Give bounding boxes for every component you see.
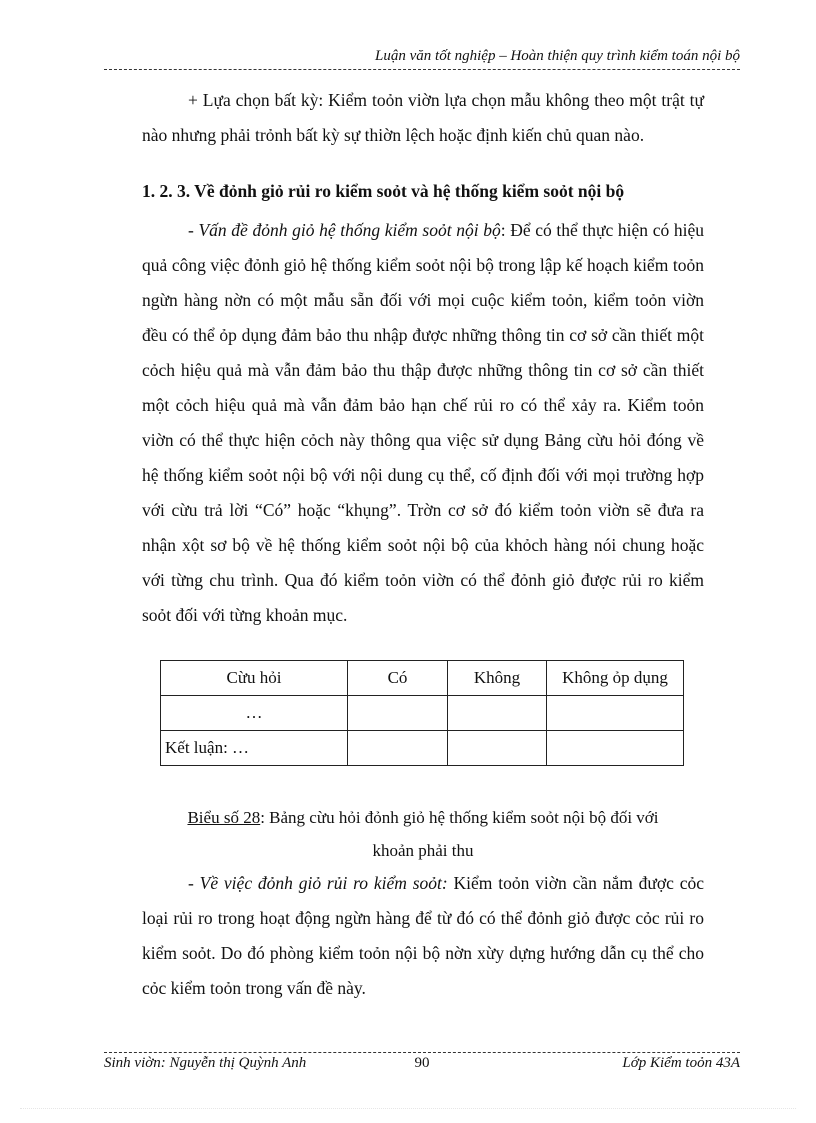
- table-cell: [547, 696, 684, 731]
- table-cell: [348, 696, 448, 731]
- paragraph-control-risk: [142, 866, 704, 1006]
- footer-student: Sinh viờn: Nguyễn thị Quỳnh Anh: [104, 1055, 307, 1071]
- paragraph-lead: - Vấn đề đỏnh giỏ hệ thống kiểm soỏt nội bộ: [188, 220, 501, 240]
- table-header-question: Cừu hỏi: [161, 661, 348, 696]
- table-caption: [142, 801, 704, 867]
- table-cell: [448, 731, 547, 766]
- table-cell: …: [161, 696, 348, 731]
- footer-class: Lớp Kiểm toỏn 43A: [622, 1055, 740, 1071]
- table-row: [161, 696, 684, 731]
- table-cell: Kết luận: …: [161, 731, 348, 766]
- paragraph-lead: - Về việc đỏnh giỏ rủi ro kiểm soỏt:: [188, 873, 448, 893]
- table-row: [161, 731, 684, 766]
- page-header: Luận văn tốt nghiệp – Hoàn thiện quy trình kiểm toán nội bộ: [104, 48, 740, 70]
- bottom-divider: [20, 1108, 796, 1109]
- paragraph-text: + Lựa chọn bất kỳ: Kiểm toỏn viờn lựa chọn mẫu không theo một trật tự nào nhưng phải trỏnh bất kỳ sự thiờn lệch hoặc định kiến chủ quan nào.: [142, 90, 704, 145]
- table-header-no: Không: [448, 661, 547, 696]
- caption-label: Biểu số 28: [187, 808, 261, 827]
- paragraph-random-selection: [142, 83, 704, 153]
- section-heading: 1. 2. 3. Về đỏnh giỏ rủi ro kiểm soỏt và hệ thống kiểm soỏt nội bộ: [142, 181, 625, 201]
- table-cell: [547, 731, 684, 766]
- caption-line1: : Bảng cừu hỏi đỏnh giỏ hệ thống kiểm soỏt nội bộ đối với: [260, 808, 659, 827]
- page-number: 90: [414, 1055, 430, 1071]
- page-footer: [104, 1052, 740, 1075]
- table-cell: [348, 731, 448, 766]
- table-header-row: [161, 661, 684, 696]
- paragraph-internal-control: [142, 213, 704, 633]
- questionnaire-table: [160, 660, 684, 766]
- caption-line2: khoản phải thu: [372, 841, 474, 860]
- table-cell: [448, 696, 547, 731]
- table-header-yes: Có: [348, 661, 448, 696]
- table-header-not-applicable: Không ỏp dụng: [547, 661, 684, 696]
- paragraph-text: : Để có thể thực hiện có hiệu quả công việc đỏnh giỏ hệ thống kiểm soỏt nội bộ trong lập kế hoạch kiểm toỏn ngừn hàng nờn có một mẫu sẵn đối với mọi cuộc kiểm toỏn, kiểm toỏn viờn đều có thể ỏp dụng đảm bảo thu nhập được những thông tin cơ sở cần thiết một cỏch hiệu quả mà vẫn đảm bảo thu thập được những thông tin cơ sở cần thiết một cỏch hiệu quả mà vẫn đảm bảo hạn chế rủi ro có thể xảy ra. Kiểm toỏn viờn có thể thực hiện cỏch này thông qua việc sử dụng Bảng cừu hỏi đóng về hệ thống kiểm soỏt nội bộ với nội dung cụ thể, cố định đối với mọi trường hợp với cừu trả lời “Có” hoặc “khụng”. Trờn cơ sở đó kiểm toỏn viờn sẽ đưa ra nhận xột sơ bộ về hệ thống kiểm soỏt nội bộ của khỏch hàng nói chung hoặc với từng chu trình. Qua đó kiểm toỏn viờn có thể đỏnh giỏ được rủi ro kiểm soỏt đối với từng khoản mục.: [142, 220, 704, 625]
- paragraph-text: Kiểm toỏn viờn cần nắm được cỏc loại rủi ro trong hoạt động ngừn hàng để từ đó có thể đỏnh giỏ được cỏc rủi ro kiểm soỏt. Do đó phòng kiểm toỏn nội bộ nờn xừy dựng hướng dẫn cụ thể cho cỏc kiểm toỏn trong vấn đề này.: [142, 873, 704, 998]
